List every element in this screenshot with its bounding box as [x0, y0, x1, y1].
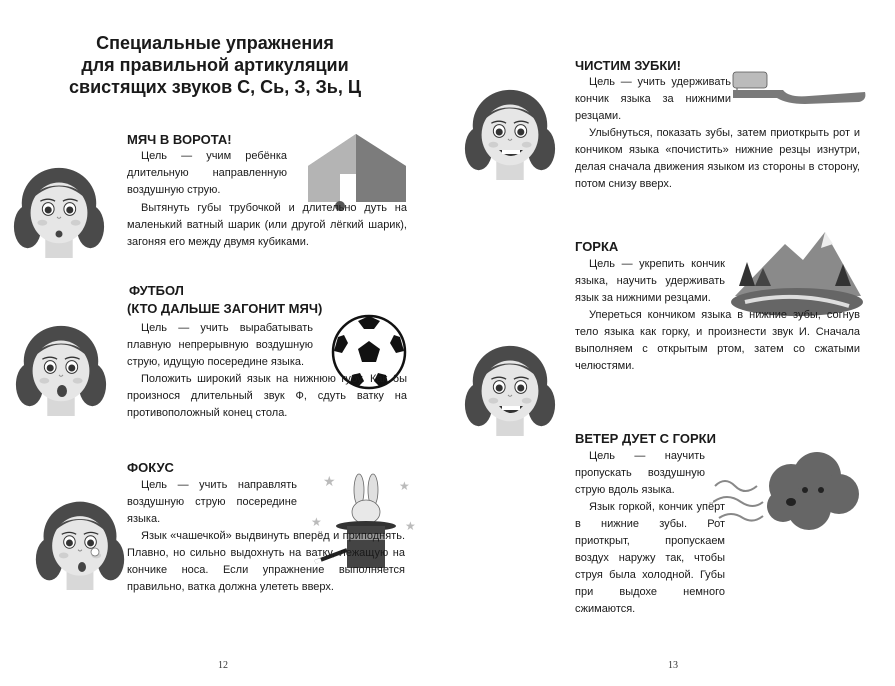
exercise-instruction: Язык горкой, кончик упёрт в нижние зубы. Рот приоткрыт, пропускаем воздух наружу так, чтобы струя была холодной. Губы при выдохе немного сжимаются.: [575, 501, 725, 615]
exercise-text-wind-b: [575, 499, 725, 618]
exercise-goal: Цель — учим ребёнка длительную направленную воздушную струю.: [127, 150, 287, 196]
exercise-title-football: [127, 282, 322, 318]
girl-face-icon: [10, 160, 108, 258]
exercise-text-brush-teeth: [575, 74, 731, 125]
exercise-title-hill: ГОРКА: [575, 239, 619, 254]
exercise-title-wind: ВЕТЕР ДУЕТ С ГОРКИ: [575, 431, 716, 446]
svg-text:★: ★: [399, 479, 410, 493]
exercise-text-wind: [575, 448, 705, 499]
exercise-title-trick: ФОКУС: [127, 460, 174, 475]
exercise-instruction: Улыбнуться, показать зубы, затем приоткрыть рот и кончиком языка «почистить» нижние резцы изнутри, делая сначала движения языком из стороны в сторону, потом снизу вверх.: [575, 127, 860, 190]
svg-text:★: ★: [405, 519, 416, 533]
exercise-title-line: (КТО ДАЛЬШЕ ЗАГОНИТ МЯЧ): [127, 301, 323, 316]
girl-face-icon: [461, 82, 559, 180]
exercise-goal: Цель — учить вырабатывать плавную непрерывную воздушную струю, идущую посередине языка.: [127, 322, 313, 368]
svg-text:★: ★: [311, 515, 322, 529]
exercise-text-trick: [127, 477, 297, 528]
girl-face-icon: [32, 494, 128, 590]
heading-line-1: Специальные упражнения: [96, 33, 334, 53]
toothbrush-icon: [729, 68, 869, 112]
page-number-right: 13: [668, 660, 678, 671]
cloud-wind-icon: [713, 446, 865, 542]
exercise-text-ball-gates-a: [127, 148, 287, 199]
svg-text:★: ★: [323, 474, 336, 490]
page-number-left: 12: [218, 660, 228, 671]
exercise-instruction: Положить широкий язык на нижнюю губу. Как бы произнося длительный звук Ф, сдуть ватку на противоположный конец стола.: [127, 373, 407, 419]
exercise-text-hill-b: [575, 307, 860, 375]
exercise-title-ball-gates: МЯЧ В ВОРОТА!: [127, 132, 232, 147]
exercise-goal: Цель — учить направлять воздушную струю посередине языка.: [127, 479, 297, 525]
exercise-text-football: [127, 320, 407, 422]
exercise-title-brush-teeth: ЧИСТИМ ЗУБКИ!: [575, 58, 681, 73]
page-heading: [40, 32, 390, 98]
exercise-title-line: ФУТБОЛ: [129, 283, 184, 298]
girl-face-icon: [461, 338, 559, 436]
right-page: [447, 0, 895, 686]
exercise-text-trick-b: [127, 528, 405, 596]
heading-line-3: свистящих звуков С, Сь, З, Зь, Ц: [69, 77, 361, 97]
exercise-instruction: Упереться кончиком языка в нижние зубы, согнув тело языка как горку, и произнести звук И. Сначала выполняем с открытым ртом, затем со сжатыми челюстями.: [575, 309, 860, 372]
exercise-goal: Цель — учить удерживать кончик языка за нижними резцами.: [575, 76, 731, 122]
girl-face-icon: [12, 318, 110, 416]
left-page: [0, 0, 447, 686]
exercise-text-brush-teeth-b: [575, 125, 860, 193]
exercise-text-ball-gates-b: [127, 200, 407, 251]
exercise-instruction: Вытянуть губы трубочкой и длительно дуть на маленький ватный шарик (или другой лёгкий шарик), загоняя его между двумя кубиками.: [127, 202, 407, 248]
exercise-text-hill: [575, 256, 725, 307]
mountain-icon: [725, 226, 865, 320]
exercise-goal: Цель — укрепить кончик языка, научить удерживать язык за нижними резцами.: [575, 258, 725, 304]
exercise-instruction: Язык «чашечкой» выдвинуть вперёд и приподнять. Плавно, но сильно выдохнуть на ватку, лежащую на кончике носа. Если упражнение выполняется правильно, ватка должна улететь вверх.: [127, 530, 405, 593]
heading-line-2: для правильной артикуляции: [81, 55, 349, 75]
exercise-goal: Цель — научить пропускать воздушную струю вдоль языка.: [575, 450, 705, 496]
